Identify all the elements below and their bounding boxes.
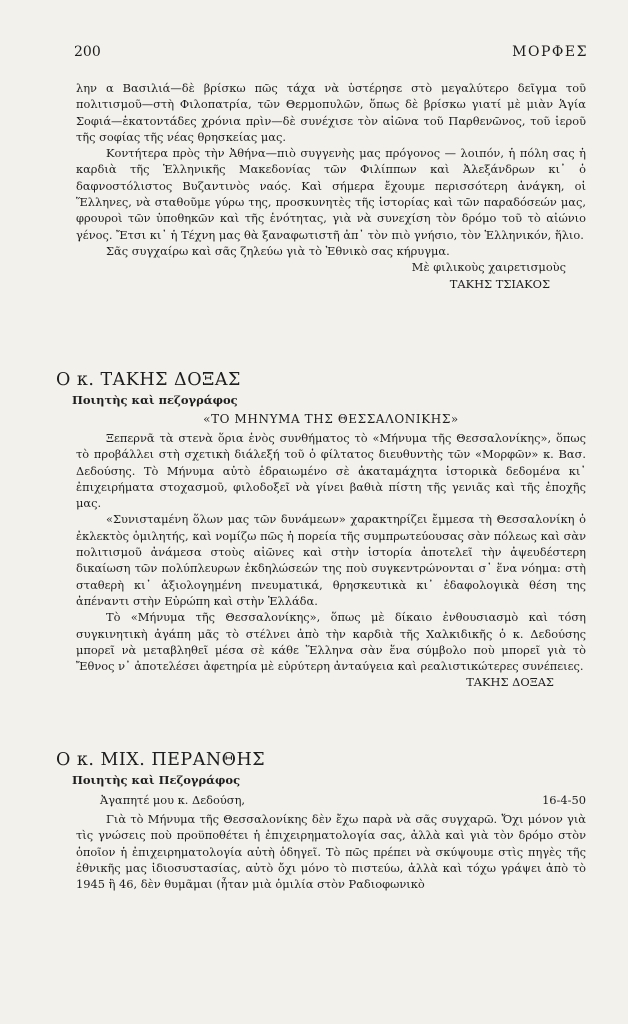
paragraph: Ξεπερνᾶ τὰ στενὰ ὅρια ἑνὸς συνθήματος τὸ «Μήνυμα τῆς Θεσσαλονίκης», ὅπως τὸ προβάλλει στὴ σχετικὴ διάλεξή τοῦ ὁ φίλτατος διευθυντὴς τῶν «Μορφῶν» κ. Βασ. Δεδούσης. Τὸ Μήνυμα αὐτὸ ἑδραιωμένο σὲ ἀκαταμάχητα ἱστορικὰ δεδομένα κι᾽ ἐπιχειρήματα στοχασμοῦ, φιλοδοξεῖ νὰ γίνει βαθιὰ πίστη τῆς γενιᾶς καὶ τῆς ἐποχῆς μας. (76, 431, 586, 511)
paragraph: Σᾶς συγχαίρω καὶ σᾶς ζηλεύω γιὰ τὸ Ἐθνικὸ σας κήρυγμα. (106, 243, 450, 258)
signature: ΤΑΚΗΣ ΔΟΞΑΣ (466, 675, 554, 690)
page-number: 200 (74, 44, 101, 60)
paragraph: Γιὰ τὸ Μήνυμα τῆς Θεσσαλονίκης δὲν ἔχω παρὰ νὰ σᾶς συγχαρῶ. Ὄχι μόνον γιὰ τὶς γνώσεις ποὺ προϋποθέτει ἡ ἐπιχειρηματολογία σας, ἀλλὰ καὶ γιὰ τὸν δρόμο στὸν ὁποῖον ἡ ἐπιχειρηματολογία αὐτὴ ὁδηγεῖ. Τὸ πῶς πρέπει νὰ σκύψουμε στὶς πηγὲς τῆς ἐθνικῆς μας ἰδιοσυστασίας, αὐτὸ ὄχι μόνο τὸ πιστεύω, ἀλλὰ καὶ τόχω γράψει ἀπὸ τὸ 1945 ἢ 46, δὲν θυμᾶμαι (ἦταν μιὰ ὁμιλία στὸν Ραδιοφωνικὸ (76, 812, 586, 892)
section-peranthis (76, 811, 586, 892)
paragraph: Τὸ «Μήνυμα τῆς Θεσσαλονίκης», ὅπως μὲ δίκαιο ἐνθουσιασμὸ καὶ τόση συγκινητικὴ ἀγάπη μᾶς τὸ στέλνει ἀπὸ τὴν καρδιὰ τῆς Χαλκιδικῆς ὁ κ. Δεδούσης μπορεῖ νὰ μεταβληθεῖ μέσα σὲ κάθε Ἕλληνα σὰν ἕνα σύμβολο ποὺ μπορεῖ γιὰ τὸ Ἔθνος ν᾽ ἀποτελέσει ἀφετηρία μὲ εὐρύτερη ἀνταύγεια καὶ ρεαλιστικώτερες συνέπειες. (76, 610, 586, 674)
section-tsiakos (76, 80, 586, 292)
paragraph: «Συνισταμένη ὅλων μας τῶν δυνάμεων» χαρακτηρίζει ἔμμεσα τὴ Θεσσαλονίκη ὁ ἐκλεκτὸς ὁμιλητής, καὶ νομίζω πῶς ἡ πορεία τῆς συμπρωτεύουσας σὰν πόλεως καὶ σὰν πολιτισμοῦ ἀνάμεσα στοὺς αἰῶνες καὶ στὴν ἱστορία ἀποτελεῖ τὴν ἀψευδέστερη δικαίωση τῶν πολύπλευρων ἐκδηλώσεών της ποὺ συγκεντρώνονται σ᾽ ἕνα νόημα: στὴ σταθερὴ κι᾽ ἀξιολογημένη πνευματικά, θρησκευτικὰ κι᾽ ἐδαφολογικὰ θέση της ἀπέναντι στὴν Εὐρώπη καὶ στὴν Ἑλλάδα. (76, 512, 586, 608)
signature: ΤΑΚΗΣ ΤΣΙΑΚΟΣ (449, 276, 550, 291)
paragraph: Κοντήτερα πρὸς τὴν Ἀθήνα—πιὸ συγγενὴς μας πρόγονος — λοιπόν, ἡ πόλη σας ἡ καρδιὰ τῆς Ἑλληνικῆς Μακεδονίας τῶν Φιλίππων καὶ Ἀλεξάνδρων κι᾽ ὁ δαφνοστόλιστος Βυζαντινὸς ναός. Καὶ σήμερα ἔχουμε περισσότερη ἀνάγκη, οἱ Ἕλληνες, νὰ σταθοῦμε γύρω της, προσκυνητὲς τῆς ἱστορίας καὶ τῶν παραδόσεών μας, φρουροὶ τῶν ὑποθηκῶν καὶ τῆς ἑνότητας, γιὰ νὰ συνεχίση τὸν δρόμο τοῦ τὸ αἰώνιο γένος. Ἔτσι κι᾽ ἡ Τέχνη μας θὰ ξαναφωτιστῆ ἀπ᾽ τὸν πιὸ γνήσιο, τὸν Ἑλληνικόν, ἥλιο. (76, 146, 586, 242)
page-header (74, 44, 588, 64)
section-heading: Ο κ. ΤΑΚΗΣ ΔΟΞΑΣ (56, 370, 241, 390)
article-title: «ΤΟ ΜΗΝΥΜΑ ΤΗΣ ΘΕΣΣΑΛΟΝΙΚΗΣ» (203, 412, 459, 426)
letter-date: 16-4-50 (542, 793, 586, 807)
letter-dateline (100, 793, 586, 807)
closing-line: Μὲ φιλικοὺς χαιρετισμοὺς (411, 260, 566, 275)
paragraph: λην α Βασιλιά—δὲ βρίσκω πῶς τάχα νὰ ὑστέρησε στὸ μεγαλύτερο δεῖγμα τοῦ πολιτισμοῦ—στὴ Φιλοπατρία, τῶν Θερμοπυλῶν, ὅπως δὲ βρίσκω γιατί μὲ μιὰν Ἁγία Σοφιά—ἑκατοντάδες χρόνια πρὶν—δὲ συνέχισε τὸν αἰῶνα τοῦ Παρθενῶνος, τοῦ ἱεροῦ τῆς σοφίας τῆς νέας θρησκείας μας. (76, 81, 586, 144)
section-doxas (76, 430, 586, 691)
section-subheading: Ποιητὴς καὶ πεζογράφος (72, 393, 238, 407)
section-heading: Ο κ. ΜΙΧ. ΠΕΡΑΝΘΗΣ (56, 750, 266, 770)
salutation: Ἀγαπητέ μου κ. Δεδούση, (100, 793, 246, 807)
section-subheading: Ποιητὴς καὶ Πεζογράφος (72, 773, 241, 787)
journal-title: ΜΟΡΦΕΣ (512, 44, 588, 60)
